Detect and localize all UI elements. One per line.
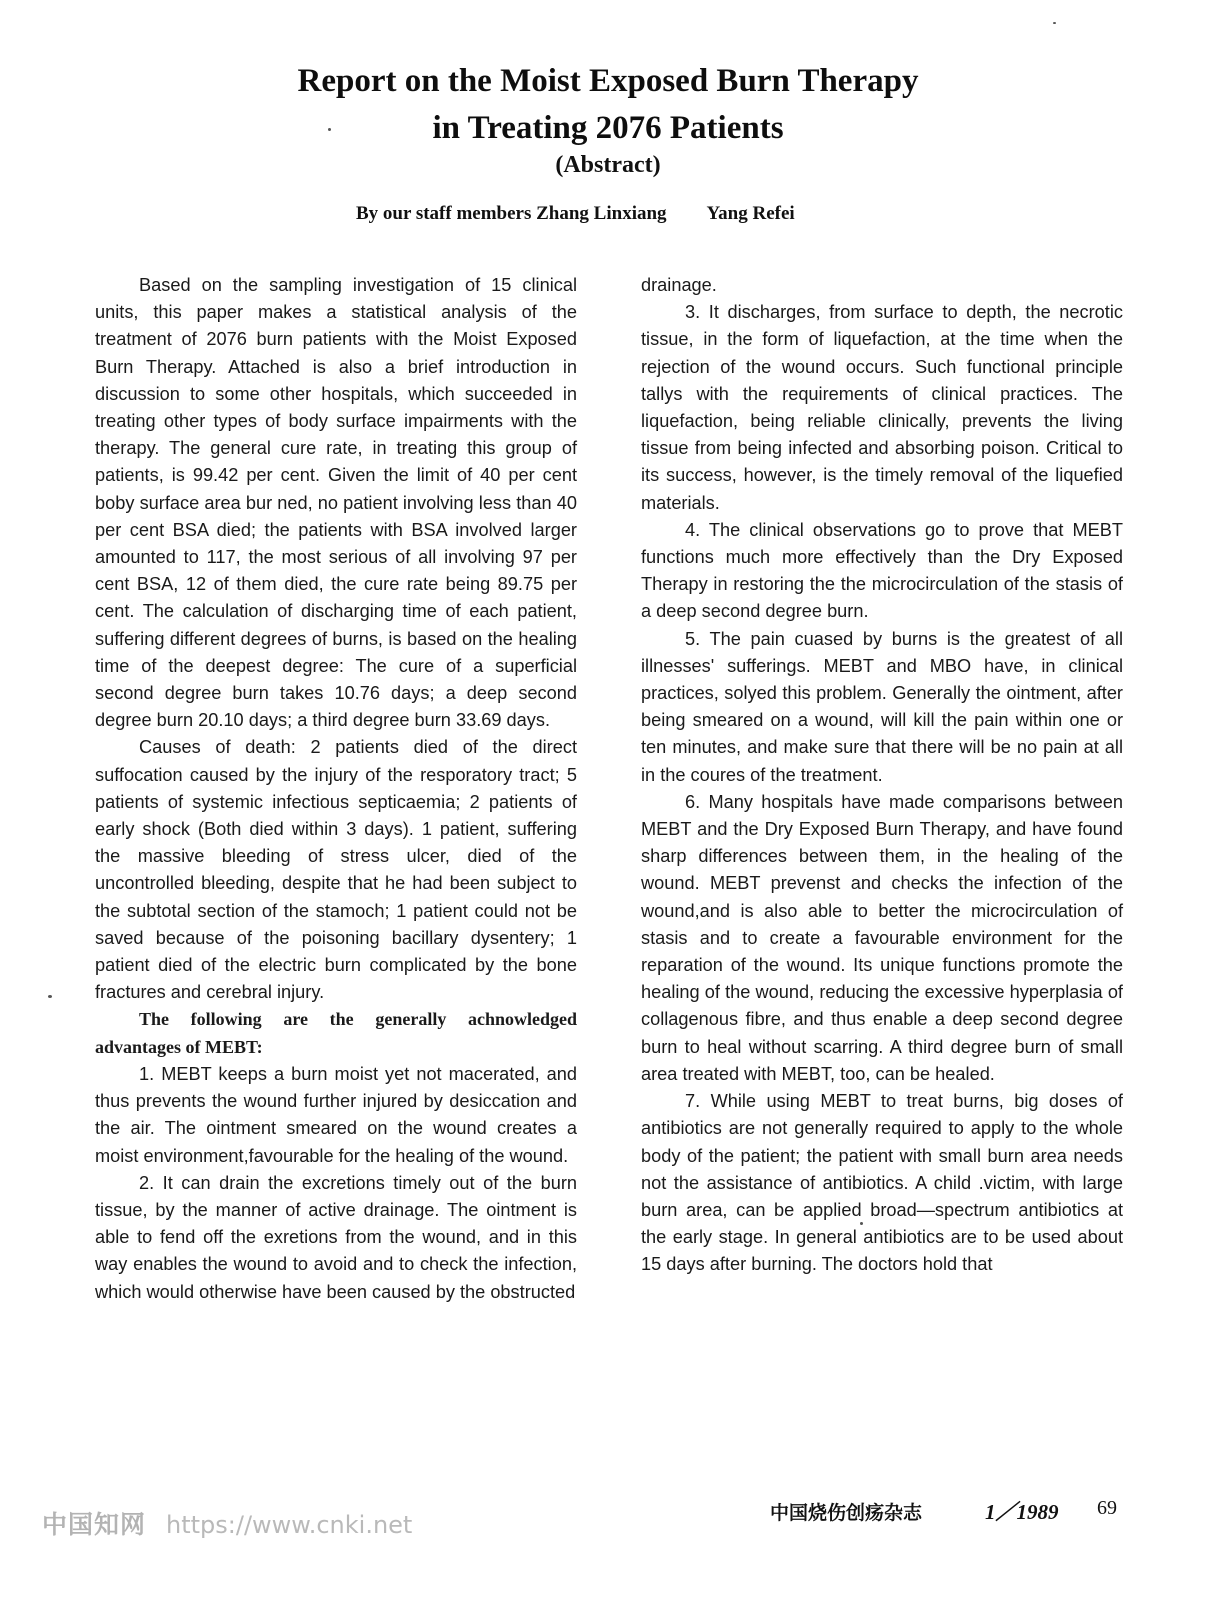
section-heading: The following are the generally achnowledged advantages of MEBT: (95, 1009, 577, 1057)
watermark-url: https://www.cnki.net (166, 1511, 413, 1539)
paragraph: 7. While using MEBT to treat burns, big doses of antibiotics are not generally required to apply to the whole body of the patient; the patient with small burn area needs not the assistance of antibiotics. A child .victim, with large burn area, can be applied broad—spectrum antibiotics at the early stage. In general antibiotics are to be used about 15 days after burning. The doctors hold that (641, 1091, 1123, 1275)
title-line-1: Report on the Moist Exposed Burn Therapy (297, 63, 919, 99)
cnki-watermark (42, 1505, 412, 1541)
scan-speck (1053, 22, 1056, 24)
scan-speck (860, 1222, 863, 1225)
paragraph: drainage. (641, 275, 717, 295)
watermark-site-name: 中国知网 (42, 1510, 147, 1539)
paragraph: 3. It discharges, from surface to depth, the necrotic tissue, in the form of liquefaction, at the time when the rejection of the wound occurs. Such functional principle tallys with the requirements of clinical practices. The liquefaction, being reliable clinically, prevents the living tissue from being infected and absorbing poison. Critical to its success, however, is the timely removal of the liquefied materials. (641, 302, 1123, 513)
journal-name: 中国烧伤创疡杂志 (770, 1502, 923, 1524)
article-title (0, 58, 1216, 152)
paragraph: 2. It can drain the excretions timely out of the burn tissue, by the manner of active drainage. The ointment is able to fend off the exretions from the wound, and in this way enables the wound to avoid and to check the infection, which would otherwise have been caused by the obstructed (95, 1172, 577, 1302)
byline (356, 203, 795, 225)
paragraph: 4. The clinical observations go to prove that MEBT functions much more effectively than the Dry Exposed Therapy in restoring the the microcirculation of the stasis of a deep second degree burn. (641, 519, 1123, 622)
page-number: 69 (1097, 1497, 1117, 1519)
title-line-2: in Treating 2076 Patients (432, 110, 784, 146)
issue-number: 1／1989 (985, 1500, 1059, 1524)
left-column (95, 272, 577, 1306)
scan-speck (328, 128, 331, 131)
paragraph: Causes of death: 2 patients died of the direct suffocation caused by the injury of the resporatory tract; 5 patients of systemic infectious septicaemia; 2 patients of early shock (Both died within 3 days). 1 patient, suffering the massive bleeding of stress ulcer, died of the uncontrolled bleeding, despite that he had been subject to the subtotal section of the stamoch; 1 patient could not be saved because of the poisoning bacillary dysentery; 1 patient died of the electric burn complicated by the bone fractures and cerebral injury. (95, 737, 577, 1003)
article-subtitle: (Abstract) (555, 152, 661, 178)
paragraph: 6. Many hospitals have made comparisons between MEBT and the Dry Exposed Burn Therapy, and have found sharp differences between them, in the healing of the wound. MEBT prevenst and checks the infection of the wound,and is also able to better the microcirculation of stasis and to create a favourable environment for the reparation of the wound. Its unique functions promote the healing of the wound, reducing the excessive hyperplasia of collagenous fibre, and thus enable a deep second degree burn to heal without scarring. A third degree burn of small area treated with MEBT, too, can be healed. (641, 791, 1123, 1084)
right-column (641, 272, 1123, 1279)
paragraph: Based on the sampling investigation of 15 clinical units, this paper makes a statistical analysis of the treatment of 2076 burn patients with the Moist Exposed Burn Therapy. Attached is also a brief introduction in discussion to some other hospitals, which succeeded in treating other types of body surface impairments with the therapy. The general cure rate, in treating this group of patients, is 99.42 per cent. Given the limit of 40 per cent boby surface area bur ned, no patient involving less than 40 per cent BSA died; the patients with BSA involved larger amounted to 117, the most serious of all involving 97 per cent BSA, 12 of them died, the cure rate being 89.75 per cent. The calculation of discharging time of each patient, suffering different degrees of burns, is based on the healing time of the deepest degree: The cure of a superficial second degree burn takes 10.76 days; a deep second degree burn 20.10 days; a third degree burn 33.69 days. (95, 275, 577, 731)
byline-first-author: By our staff members Zhang Linxiang (356, 203, 667, 224)
scan-speck (48, 995, 52, 998)
paragraph: 1. MEBT keeps a burn moist yet not macerated, and thus prevents the wound further injured by desiccation and the air. The ointment smeared on the wound creates a moist environment,favourable for the healing of the wound. (95, 1063, 577, 1166)
byline-second-author: Yang Refei (706, 203, 795, 224)
paragraph: 5. The pain cuased by burns is the greatest of all illnesses' sufferings. MEBT and MBO have, in clinical practices, solyed this problem. Generally the ointment, after being smeared on a wound, will kill the pain within one or ten minutes, and make sure that there will be no pain at all in the coures of the treatment. (641, 628, 1123, 785)
